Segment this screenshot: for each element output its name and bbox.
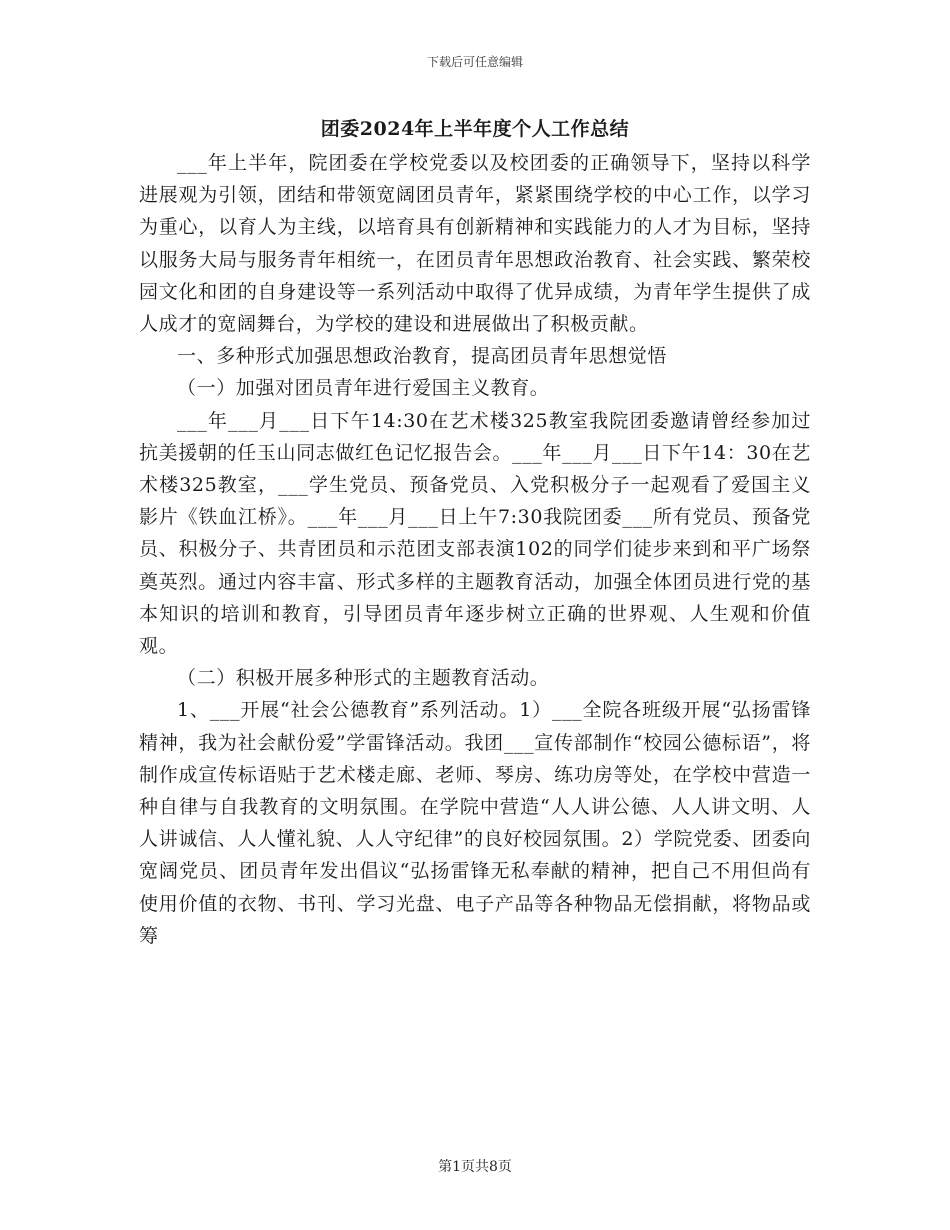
page-footer: 第1页共8页 <box>438 1159 512 1175</box>
subsection-heading-1: （一）加强对团员青年进行爱国主义教育。 <box>177 377 550 400</box>
document-body <box>139 147 811 952</box>
subsection-heading-2: （二）积极开展多种形式的主题教育活动。 <box>177 667 550 690</box>
paragraph-intro: ___年上半年，院团委在学校党委以及校团委的正确领导下，坚持以科学进展观为引领，团结和带领宽阔团员青年，紧紧围绕学校的中心工作，以学习为重心，以育人为主线，以培育具有创新精神和实践能力的人才为目标，坚持以服务大局与服务青年相统一，在团员青年思想政治教育、社会实践、繁荣校园文化和团的自身建设等一系列活动中取得了优异成绩，为青年学生提供了成人成才的宽阔舞台，为学校的建设和进展做出了积极贡献。 <box>139 152 811 336</box>
header-note: 下载后可任意编辑 <box>426 55 523 69</box>
document-title: 团委2024年上半年度个人工作总结 <box>320 118 630 140</box>
section-heading-1: 一、多种形式加强思想政治教育，提高团员青年思想觉悟 <box>177 345 668 368</box>
paragraph-patriotic-education: ___年___月___日下午14:30在艺术楼325教室我院团委邀请曾经参加过抗美援朝的任玉山同志做红色记忆报告会。___年___月___日下午14：30在艺术楼325教室，___学生党员、预备党员、入党积极分子一起观看了爱国主义影片《铁血江桥》。___年___月___日上午7:30我院团委___所有党员、预备党员、积极分子、共青团员和示范团支部表演102的同学们徒步来到和平广场祭奠英烈。通过内容丰富、形式多样的主题教育活动，加强全体团员进行党的基本知识的培训和教育，引导团员青年逐步树立正确的世界观、人生观和价值观。 <box>139 409 811 658</box>
paragraph-social-ethics: 1、___开展“社会公德教育”系列活动。1）___全院各班级开展“弘扬雷锋精神，我为社会献份爱”学雷锋活动。我团___宣传部制作“校园公德标语”，将制作成宣传标语贴于艺术楼走廊、老师、琴房、练功房等处，在学校中营造一种自律与自我教育的文明氛围。在学院中营造“人人讲公德、人人讲文明、人人讲诚信、人人懂礼貌、人人守纪律”的良好校园氛围。2）学院党委、团委向宽阔党员、团员青年发出倡议“弘扬雷锋无私奉献的精神，把自己不用但尚有使用价值的衣物、书刊、学习光盘、电子产品等各种物品无偿捐献，将物品或筹 <box>139 699 811 947</box>
